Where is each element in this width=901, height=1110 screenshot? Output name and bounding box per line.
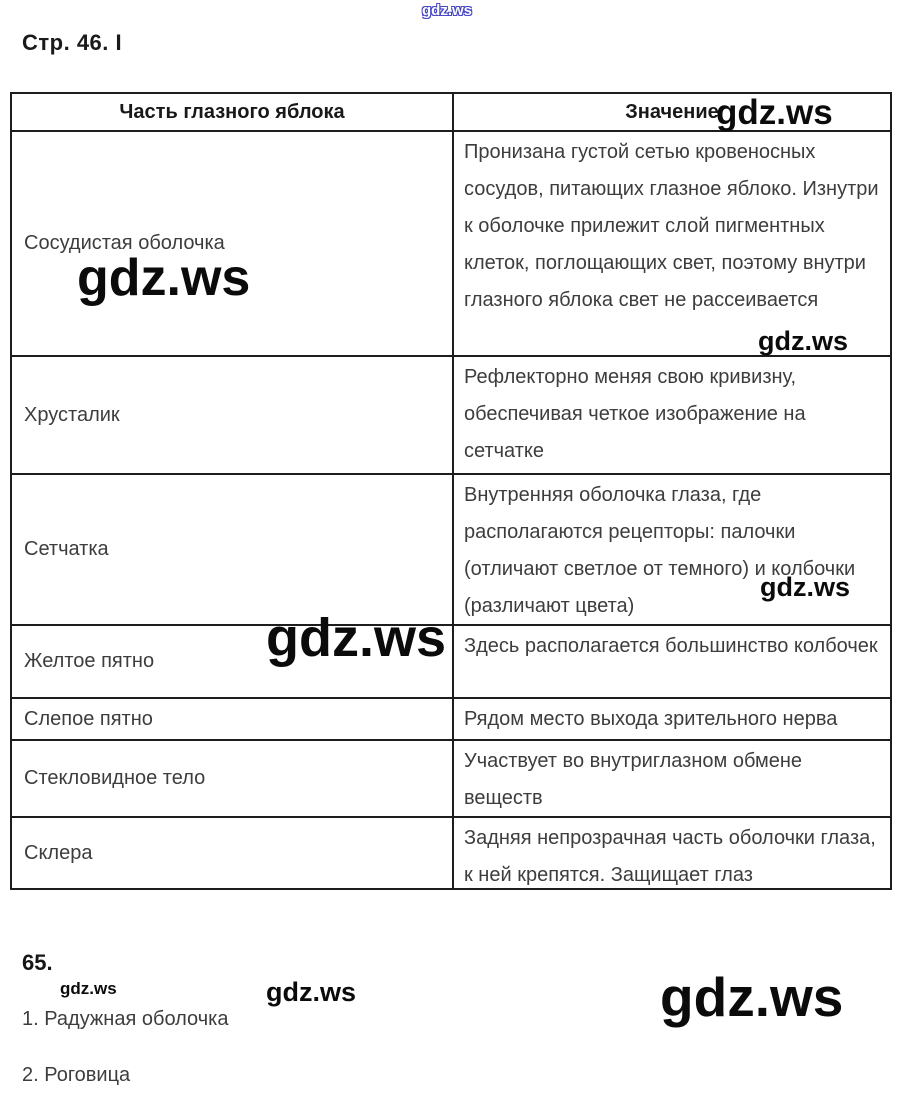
column-header-value: Значение — [625, 100, 719, 123]
part-cell: Слепое пятно — [12, 699, 454, 739]
table-row — [12, 132, 890, 357]
watermark-gdzws-bottom-big: gdz.ws — [660, 966, 844, 1028]
value-cell: Задняя непрозрачная часть оболочки глаза, к ней крепятся. Защищает глаз — [464, 827, 876, 886]
table-row — [12, 818, 890, 888]
watermark-gdzws-row3-right: gdz.ws — [760, 572, 851, 602]
watermark-gdzws-bottom-mid: gdz.ws — [266, 977, 357, 1007]
table-row — [12, 741, 890, 818]
watermark-gdzws-bottom-small: gdz.ws — [60, 979, 117, 998]
value-cell: Рефлекторно меняя свою кривизну, обеспечивая четкое изображение на сетчатке — [464, 366, 806, 462]
part-cell: Сосудистая оболочка — [12, 132, 454, 355]
part-cell: Хрусталик — [12, 357, 454, 473]
watermark-gdzws-row1-right: gdz.ws — [758, 326, 849, 356]
table-row — [12, 699, 890, 741]
eyeball-parts-table — [10, 92, 892, 890]
part-cell: Желтое пятно — [12, 626, 454, 697]
watermark-gdzws-row4-center: gdz.ws — [266, 608, 447, 668]
value-cell: Здесь располагается большинство колбочек — [464, 635, 878, 657]
value-cell: Рядом место выхода зрительного нерва — [464, 708, 838, 730]
list-item: 2. Роговица — [22, 1064, 131, 1086]
part-cell: Склера — [12, 818, 454, 888]
part-cell: Стекловидное тело — [12, 741, 454, 816]
value-cell: Внутренняя оболочка глаза, где располагаются рецепторы: палочки (отличают светлое от темного) и колбочки (различают цвета) — [464, 484, 856, 617]
watermark-gdzws-header: gdz.ws — [716, 93, 833, 132]
page-heading: Стр. 46. I — [22, 30, 123, 55]
column-header-part: Часть глазного яблока — [12, 94, 454, 130]
table-header-row — [12, 94, 890, 132]
part-cell: Сетчатка — [12, 475, 454, 624]
table-row — [12, 357, 890, 475]
section-number: 65. — [22, 950, 53, 975]
table-row — [12, 626, 890, 699]
value-cell: Пронизана густой сетью кровеносных сосудов, питающих глазное яблоко. Изнутри к оболочке прилежит слой пигментных клеток, поглощающих свет, поэтому внутри глазного яблока свет не рассеивается — [464, 141, 879, 311]
watermark-gdzws-top: gdz.ws — [422, 2, 473, 19]
table-row — [12, 475, 890, 626]
value-cell: Участвует во внутриглазном обмене веществ — [464, 750, 802, 809]
list-item: 1. Радужная оболочка — [22, 1008, 229, 1030]
watermark-gdzws-row1-left: gdz.ws — [77, 249, 251, 307]
